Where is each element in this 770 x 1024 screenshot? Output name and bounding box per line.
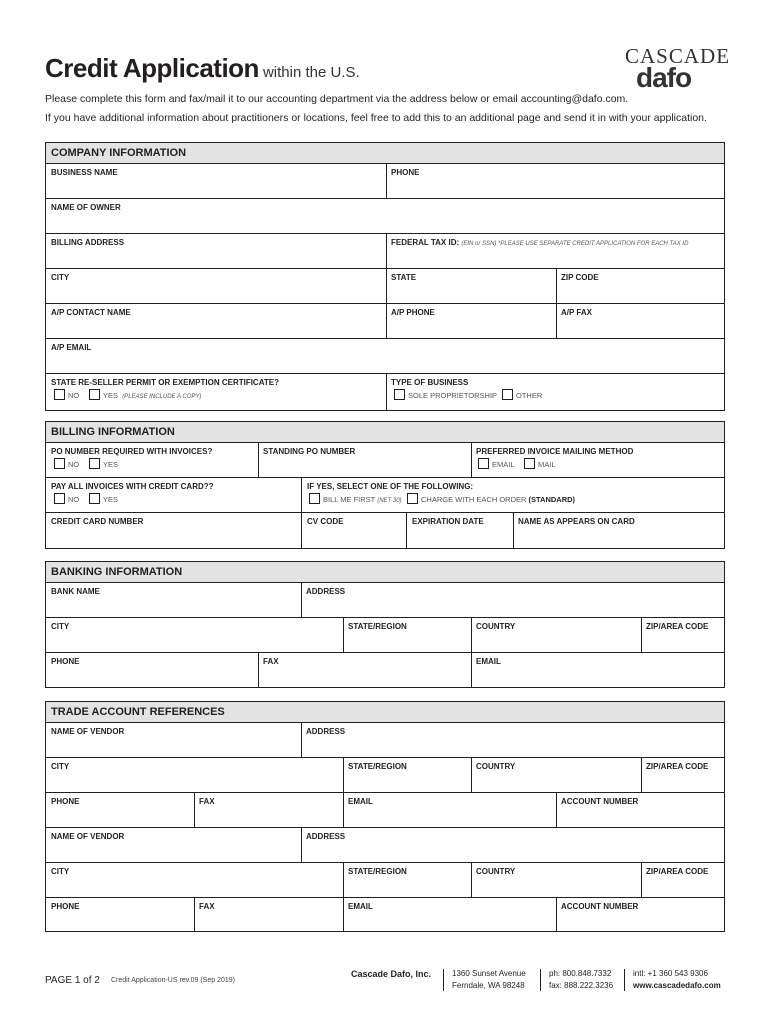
bank-state-field[interactable]: STATE/REGION: [348, 622, 407, 631]
trade-references-section: [45, 701, 725, 932]
footer-divider: [540, 969, 541, 991]
bill-me-first-label: BILL ME FIRST (NET 30): [323, 495, 402, 504]
intro-line-1: Please complete this form and fax/mail it to our accounting department via the address below or email accounting@dafo.com.: [45, 93, 629, 105]
preferred-method-label: PREFERRED INVOICE MAILING METHOD: [476, 447, 634, 456]
vendor1-phone-field[interactable]: PHONE: [51, 797, 80, 806]
logo-cascade: CASCADE: [625, 44, 731, 68]
banking-information-section: [45, 561, 725, 688]
bank-zip-field[interactable]: ZIP/AREA CODE: [646, 622, 709, 631]
name-on-card-field[interactable]: NAME AS APPEARS ON CARD: [518, 517, 635, 526]
cc-yes-checkbox[interactable]: [89, 493, 100, 504]
footer-divider: [624, 969, 625, 991]
expiration-date-field[interactable]: EXPIRATION DATE: [412, 517, 484, 526]
pay-credit-card-label: PAY ALL INVOICES WITH CREDIT CARD??: [51, 482, 214, 491]
if-yes-label: IF YES, SELECT ONE OF THE FOLLOWING:: [307, 482, 474, 491]
billing-information-section: [45, 421, 725, 549]
vendor1-address-field[interactable]: ADDRESS: [306, 727, 346, 736]
ap-fax-field[interactable]: A/P FAX: [561, 308, 592, 317]
footer-website-link[interactable]: www.cascadedafo.com: [633, 981, 721, 990]
vendor2-address-field[interactable]: ADDRESS: [306, 832, 346, 841]
page-title: Credit Application within the U.S.: [45, 53, 360, 83]
cc-no-checkbox[interactable]: [54, 493, 65, 504]
charge-each-order-label: CHARGE WITH EACH ORDER (STANDARD): [421, 495, 576, 504]
vendor2-account-number-field[interactable]: ACCOUNT NUMBER: [561, 902, 639, 911]
footer-phone: ph: 800.848.7332: [549, 969, 612, 978]
reseller-no-checkbox[interactable]: [54, 389, 65, 400]
sole-proprietorship-checkbox[interactable]: [394, 389, 405, 400]
vendor2-city-field[interactable]: CITY: [51, 867, 70, 876]
bank-city-field[interactable]: CITY: [51, 622, 70, 631]
email-method-label: EMAIL: [492, 460, 515, 469]
mail-method-checkbox[interactable]: [524, 458, 535, 469]
ap-email-field[interactable]: A/P EMAIL: [51, 343, 92, 352]
vendor1-account-number-field[interactable]: ACCOUNT NUMBER: [561, 797, 639, 806]
logo-dafo: dafo: [636, 62, 692, 93]
vendor2-country-field[interactable]: COUNTRY: [476, 867, 516, 876]
ap-contact-name-field[interactable]: A/P CONTACT NAME: [51, 308, 131, 317]
billing-address-field[interactable]: BILLING ADDRESS: [51, 238, 125, 247]
section-header: BANKING INFORMATION: [46, 562, 724, 583]
section-header: TRADE ACCOUNT REFERENCES: [46, 702, 724, 723]
footer-address-line1: 1360 Sunset Avenue: [452, 969, 526, 978]
state-field[interactable]: STATE: [391, 273, 417, 282]
ap-phone-field[interactable]: A/P PHONE: [391, 308, 435, 317]
city-field[interactable]: CITY: [51, 273, 70, 282]
cc-yes-label: YES: [103, 495, 119, 504]
footer-company: Cascade Dafo, Inc.: [351, 969, 432, 979]
po-yes-label: YES: [103, 460, 119, 469]
footer-intl-phone: intl: +1 360 543 9306: [633, 969, 708, 978]
sole-proprietorship-label: SOLE PROPRIETORSHIP: [408, 391, 498, 400]
email-method-checkbox[interactable]: [478, 458, 489, 469]
footer-fax: fax: 888.222.3236: [549, 981, 614, 990]
company-information-section: [45, 142, 725, 411]
bank-address-field[interactable]: ADDRESS: [306, 587, 346, 596]
bank-country-field[interactable]: COUNTRY: [476, 622, 516, 631]
cc-no-label: NO: [68, 495, 80, 504]
footer-address-line2: Ferndale, WA 98248: [452, 981, 525, 990]
page-subtitle: within the U.S.: [262, 64, 360, 81]
vendor2-email-field[interactable]: EMAIL: [348, 902, 373, 911]
reseller-no-label: NO: [68, 391, 80, 400]
page-number: PAGE 1 of 2: [45, 975, 100, 986]
intro-line-2: If you have additional information about practitioners or locations, feel free to add this to an additional page and send it in with your application.: [45, 112, 707, 124]
federal-tax-id-field[interactable]: FEDERAL TAX ID: (EIN or SSN) *PLEASE USE SEPARATE CREDIT APPLICATION FOR EACH TAX ID: [391, 238, 689, 247]
vendor2-state-field[interactable]: STATE/REGION: [348, 867, 407, 876]
vendor1-fax-field[interactable]: FAX: [199, 797, 215, 806]
business-name-field[interactable]: BUSINESS NAME: [51, 168, 118, 177]
bank-email-field[interactable]: EMAIL: [476, 657, 501, 666]
revision-label: Credit Application-US rev.09 (Sep 2019): [111, 977, 235, 984]
phone-field[interactable]: PHONE: [391, 168, 420, 177]
owner-name-field[interactable]: NAME OF OWNER: [51, 203, 121, 212]
mail-method-label: MAIL: [538, 460, 556, 469]
reseller-yes-checkbox[interactable]: [89, 389, 100, 400]
reseller-yes-label: YES (PLEASE INCLUDE A COPY): [103, 391, 202, 400]
bank-name-field[interactable]: BANK NAME: [51, 587, 100, 596]
vendor1-city-field[interactable]: CITY: [51, 762, 70, 771]
other-business-checkbox[interactable]: [502, 389, 513, 400]
vendor1-zip-field[interactable]: ZIP/AREA CODE: [646, 762, 709, 771]
charge-each-order-checkbox[interactable]: [407, 493, 418, 504]
vendor1-email-field[interactable]: EMAIL: [348, 797, 373, 806]
vendor2-name-field[interactable]: NAME OF VENDOR: [51, 832, 125, 841]
zip-code-field[interactable]: ZIP CODE: [561, 273, 599, 282]
bank-fax-field[interactable]: FAX: [263, 657, 279, 666]
po-yes-checkbox[interactable]: [89, 458, 100, 469]
bank-phone-field[interactable]: PHONE: [51, 657, 80, 666]
credit-card-number-field[interactable]: CREDIT CARD NUMBER: [51, 517, 144, 526]
section-header: BILLING INFORMATION: [46, 422, 724, 443]
reseller-permit-label: STATE RE-SELLER PERMIT OR EXEMPTION CERTIFICATE?: [51, 378, 280, 387]
vendor1-country-field[interactable]: COUNTRY: [476, 762, 516, 771]
po-no-label: NO: [68, 460, 80, 469]
bill-me-first-checkbox[interactable]: [309, 493, 320, 504]
section-header: COMPANY INFORMATION: [46, 143, 724, 164]
type-of-business-label: TYPE OF BUSINESS: [391, 378, 469, 387]
po-required-label: PO NUMBER REQUIRED WITH INVOICES?: [51, 447, 213, 456]
vendor1-name-field[interactable]: NAME OF VENDOR: [51, 727, 125, 736]
vendor2-phone-field[interactable]: PHONE: [51, 902, 80, 911]
other-business-label: OTHER: [516, 391, 543, 400]
vendor2-zip-field[interactable]: ZIP/AREA CODE: [646, 867, 709, 876]
standing-po-field[interactable]: STANDING PO NUMBER: [263, 447, 356, 456]
footer-divider: [443, 969, 444, 991]
po-no-checkbox[interactable]: [54, 458, 65, 469]
cv-code-field[interactable]: CV CODE: [307, 517, 344, 526]
vendor1-state-field[interactable]: STATE/REGION: [348, 762, 407, 771]
vendor2-fax-field[interactable]: FAX: [199, 902, 215, 911]
